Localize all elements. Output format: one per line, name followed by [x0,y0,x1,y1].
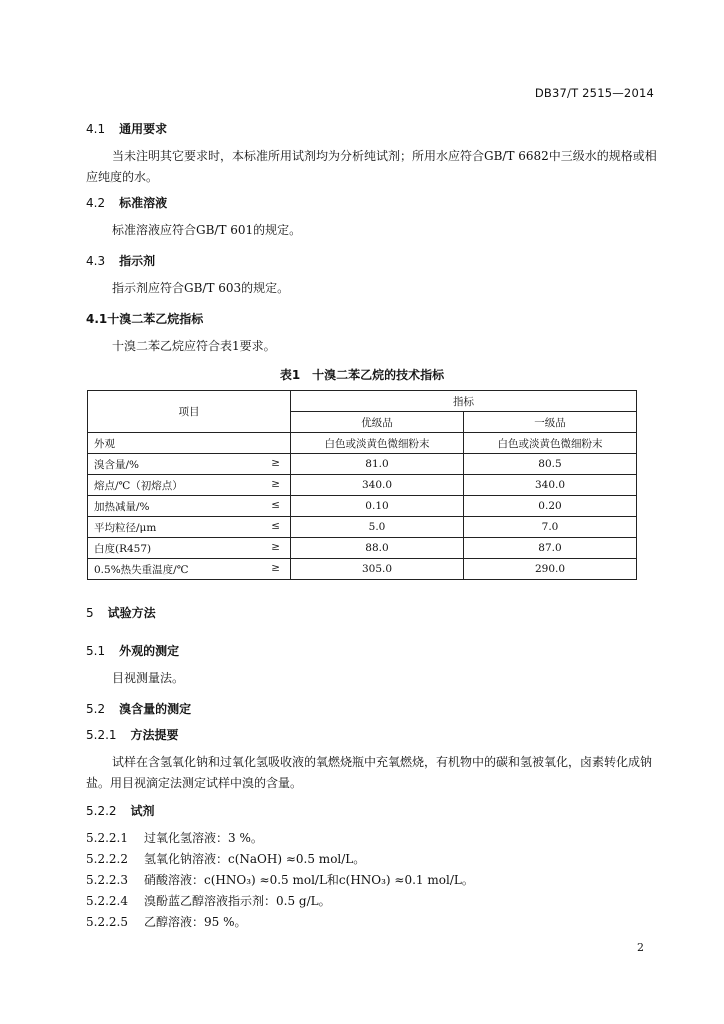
row-item-label: 白度(R457) [94,542,152,555]
row-item [88,433,291,454]
reagent-item [86,870,658,891]
section-number: 4.2 [86,196,106,210]
row-value-2: 87.0 [464,538,637,559]
row-item-label: 加热减量/% [94,500,150,513]
row-item-label: 0.5%热失重温度/℃ [94,563,189,576]
row-symbol: ≥ [271,478,280,490]
section-4-2-heading [86,194,167,211]
table-row [88,538,637,559]
reagent-code: 5.2.2.5 [86,915,128,929]
section-title: 方法提要 [130,728,179,742]
section-title: 试剂 [130,804,155,818]
section-title: 指示剂 [119,254,156,268]
reagent-text: 氢氧化钠溶液：c(NaOH) ≈0.5 mol/L。 [144,852,366,866]
row-item [88,496,291,517]
row-value-1: 340.0 [291,475,464,496]
row-item [88,559,291,580]
row-value-1: 白色或淡黄色微细粉末 [291,433,464,454]
header-grade-1: 优级品 [291,412,464,433]
row-item-label: 熔点/℃（初熔点） [94,479,183,492]
table-row [88,517,637,538]
row-item-label: 平均粒径/μm [94,521,157,534]
reagent-text: 过氧化氢溶液：3 %。 [144,831,263,845]
reagent-item [86,912,658,933]
row-item [88,454,291,475]
reagent-code: 5.2.2.1 [86,831,128,845]
reagent-code: 5.2.2.3 [86,873,128,887]
section-spec-heading: 4.1十溴二苯乙烷指标 [86,312,204,326]
section-title: 标准溶液 [119,196,168,210]
section-title: 溴含量的测定 [119,702,192,716]
row-symbol: ≤ [271,520,280,532]
section-5-2-heading [86,700,191,717]
section-5-1-body: 目视测量法。 [112,671,185,685]
table-caption: 表1 十溴二苯乙烷的技术指标 [279,368,445,382]
reagent-text: 乙醇溶液：95 %。 [144,915,247,929]
reagent-code: 5.2.2.2 [86,852,128,866]
row-symbol: ≥ [271,541,280,553]
spec-table [87,390,637,580]
row-value-1: 88.0 [291,538,464,559]
row-value-2: 80.5 [464,454,637,475]
row-symbol: ≤ [271,499,280,511]
table-row [88,475,637,496]
page-number: 2 [637,941,644,954]
section-title: 通用要求 [119,122,168,136]
row-value-2: 290.0 [464,559,637,580]
section-spec-body: 十溴二苯乙烷应符合表1要求。 [112,339,276,353]
section-number: 5.2 [86,702,106,716]
row-value-2: 白色或淡黄色微细粉末 [464,433,637,454]
reagent-item [86,891,658,912]
row-value-1: 0.10 [291,496,464,517]
section-number: 5.2.2 [86,804,117,818]
row-item [88,538,291,559]
row-value-1: 5.0 [291,517,464,538]
row-value-1: 81.0 [291,454,464,475]
section-4-3-heading [86,252,155,269]
row-item-label: 外观 [94,437,115,450]
section-5-heading [86,604,156,621]
section-5-1-heading [86,642,179,659]
header-grade-2: 一级品 [464,412,637,433]
section-number: 4.3 [86,254,106,268]
row-item [88,517,291,538]
section-5-2-2-heading [86,802,155,819]
reagent-text: 硝酸溶液：c(HNO₃) ≈0.5 mol/L和c(HNO₃) ≈0.1 mol/L。 [144,873,474,887]
row-item-label: 溴含量/% [94,458,140,471]
header-item: 项目 [88,391,291,433]
row-value-2: 7.0 [464,517,637,538]
row-value-1: 305.0 [291,559,464,580]
document-code: DB37/T 2515—2014 [534,86,654,100]
section-5-2-1-heading [86,726,179,743]
reagent-text: 溴酚蓝乙醇溶液指示剂：0.5 g/L。 [144,894,331,908]
row-symbol: ≥ [271,457,280,469]
reagent-item [86,849,658,870]
table-row [88,454,637,475]
section-4-2-body: 标准溶液应符合GB/T 601的规定。 [112,223,302,237]
table-row [88,433,637,454]
row-symbol: ≥ [271,562,280,574]
section-4-1-body: 当未注明其它要求时，本标准所用试剂均为分析纯试剂；所用水应符合GB/T 6682中三级水的规格或相应纯度的水。 [86,149,657,184]
section-4-1-heading [86,120,167,137]
section-5-2-1-body: 试样在含氢氧化钠和过氧化氢吸收液的氧燃烧瓶中充氧燃烧，有机物中的碳和氢被氧化，卤素转化成钠盐。用目视滴定法测定试样中溴的含量。 [86,755,653,790]
row-value-2: 340.0 [464,475,637,496]
table-row [88,559,637,580]
section-number: 5 [86,606,94,620]
section-number: 4.1 [86,122,106,136]
header-index: 指标 [291,391,637,412]
section-title: 试验方法 [107,606,156,620]
row-value-2: 0.20 [464,496,637,517]
section-number: 5.2.1 [86,728,117,742]
table-header-row [88,391,637,412]
row-item [88,475,291,496]
section-number: 5.1 [86,644,106,658]
section-4-3-body: 指示剂应符合GB/T 603的规定。 [112,281,290,295]
reagent-code: 5.2.2.4 [86,894,128,908]
table-row [88,496,637,517]
reagent-item [86,828,658,849]
section-title: 外观的测定 [119,644,180,658]
